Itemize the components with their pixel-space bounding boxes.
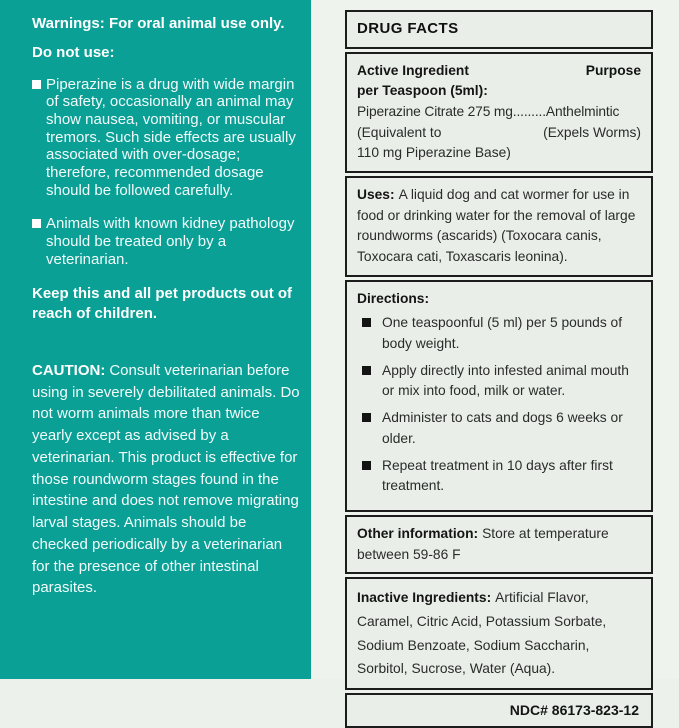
- section-directions: [345, 280, 653, 512]
- purpose-value: Anthelmintic: [545, 103, 620, 119]
- bullet-square-icon: [362, 461, 371, 470]
- equivalent-line2: 110 mg Piperazine Base): [357, 145, 511, 161]
- section-other-information: [345, 515, 653, 574]
- caution-paragraph: [32, 360, 301, 599]
- direction-item: [362, 408, 641, 449]
- active-ingredient-heading-line1: Active Ingredient: [357, 62, 469, 78]
- bullet-square-icon: [362, 366, 371, 375]
- keep-out-heading: Keep this and all pet products out of reach of children.: [32, 285, 293, 322]
- drug-facts-title: DRUG FACTS: [345, 10, 653, 49]
- bullet-square-icon: [362, 413, 371, 422]
- warning-bullet-list: [32, 76, 301, 269]
- other-information-text: Store at temperature between 59-86 F: [357, 525, 609, 562]
- uses-text: A liquid dog and cat wormer for use in food or drinking water for the removal of large roundworms (ascarids) (Toxocara canis, Toxocara cati, Toxascaris leonina).: [357, 186, 636, 264]
- warning-bullet-text: Animals with known kidney pathology should be treated only by a veterinarian.: [46, 215, 295, 268]
- bullet-square-icon: [32, 80, 41, 89]
- directions-label: Directions:: [357, 290, 430, 306]
- active-ingredient-heading-line2: per Teaspoon (5ml):: [357, 83, 488, 99]
- ndc-number: NDC# 86173-823-12: [345, 693, 653, 728]
- uses-label: Uses:: [357, 186, 395, 202]
- direction-text: Repeat treatment in 10 days after first treatment.: [382, 457, 613, 494]
- do-not-use-heading: Do not use:: [32, 43, 115, 61]
- ingredient-name: Piperazine Citrate 275 mg: [357, 103, 513, 119]
- direction-text: Apply directly into infested animal mouth or mix into food, milk or water.: [382, 362, 629, 399]
- equivalent-line1: (Equivalent to: [357, 124, 442, 140]
- directions-list: [357, 313, 641, 497]
- direction-item: [362, 361, 641, 402]
- purpose-heading: Purpose: [585, 62, 641, 78]
- inactive-ingredients-label: Inactive Ingredients:: [357, 590, 492, 606]
- direction-item: [362, 456, 641, 497]
- other-information-label: Other information:: [357, 525, 479, 541]
- direction-item: [362, 313, 641, 354]
- caution-text: Consult veterinarian before using in severely debilitated animals. Do not worm animals more than twice yearly except as advised by a veterinarian. This product is effective for those roundworm stages found in the intestine and does not remove migrating larval stages. Animals should be checked periodically by a veterinarian for the presence of other intestinal parasites.: [32, 361, 300, 597]
- bullet-square-icon: [32, 219, 41, 228]
- section-inactive-ingredients: [345, 577, 653, 690]
- warnings-title: Warnings: For oral animal use only.: [32, 15, 285, 32]
- warnings-panel: [0, 0, 311, 679]
- drug-facts-box: [345, 10, 653, 728]
- caution-label: CAUTION:: [32, 361, 106, 379]
- direction-text: One teaspoonful (5 ml) per 5 pounds of body weight.: [382, 315, 623, 352]
- warning-bullet-text: Piperazine is a drug with wide margin of safety, occasionally an animal may show nausea, vomiting, or muscular tremors. Such side effects are usually associated with over-dosage; therefore, recommended dosage should be followed carefully.: [46, 75, 296, 199]
- bullet-square-icon: [362, 318, 371, 327]
- ingredient-row: [357, 102, 641, 123]
- section-active-ingredient: [345, 52, 653, 173]
- drug-facts-panel: [311, 0, 679, 719]
- warning-bullet-item: [32, 76, 301, 200]
- dotted-leader: .........: [512, 103, 546, 119]
- purpose-value-secondary: (Expels Worms): [543, 124, 641, 140]
- equivalent-row: [357, 123, 641, 144]
- warning-bullet-item: [32, 215, 301, 268]
- section-uses: [345, 176, 653, 277]
- inactive-ingredients-text: Artificial Flavor, Caramel, Citric Acid, Potassium Sorbate, Sodium Benzoate, Sodium Saccharin, Sorbitol, Sucrose, Water (Aqua).: [357, 590, 607, 677]
- active-ingredient-header-row: [357, 61, 641, 82]
- direction-text: Administer to cats and dogs 6 weeks or older.: [382, 410, 623, 446]
